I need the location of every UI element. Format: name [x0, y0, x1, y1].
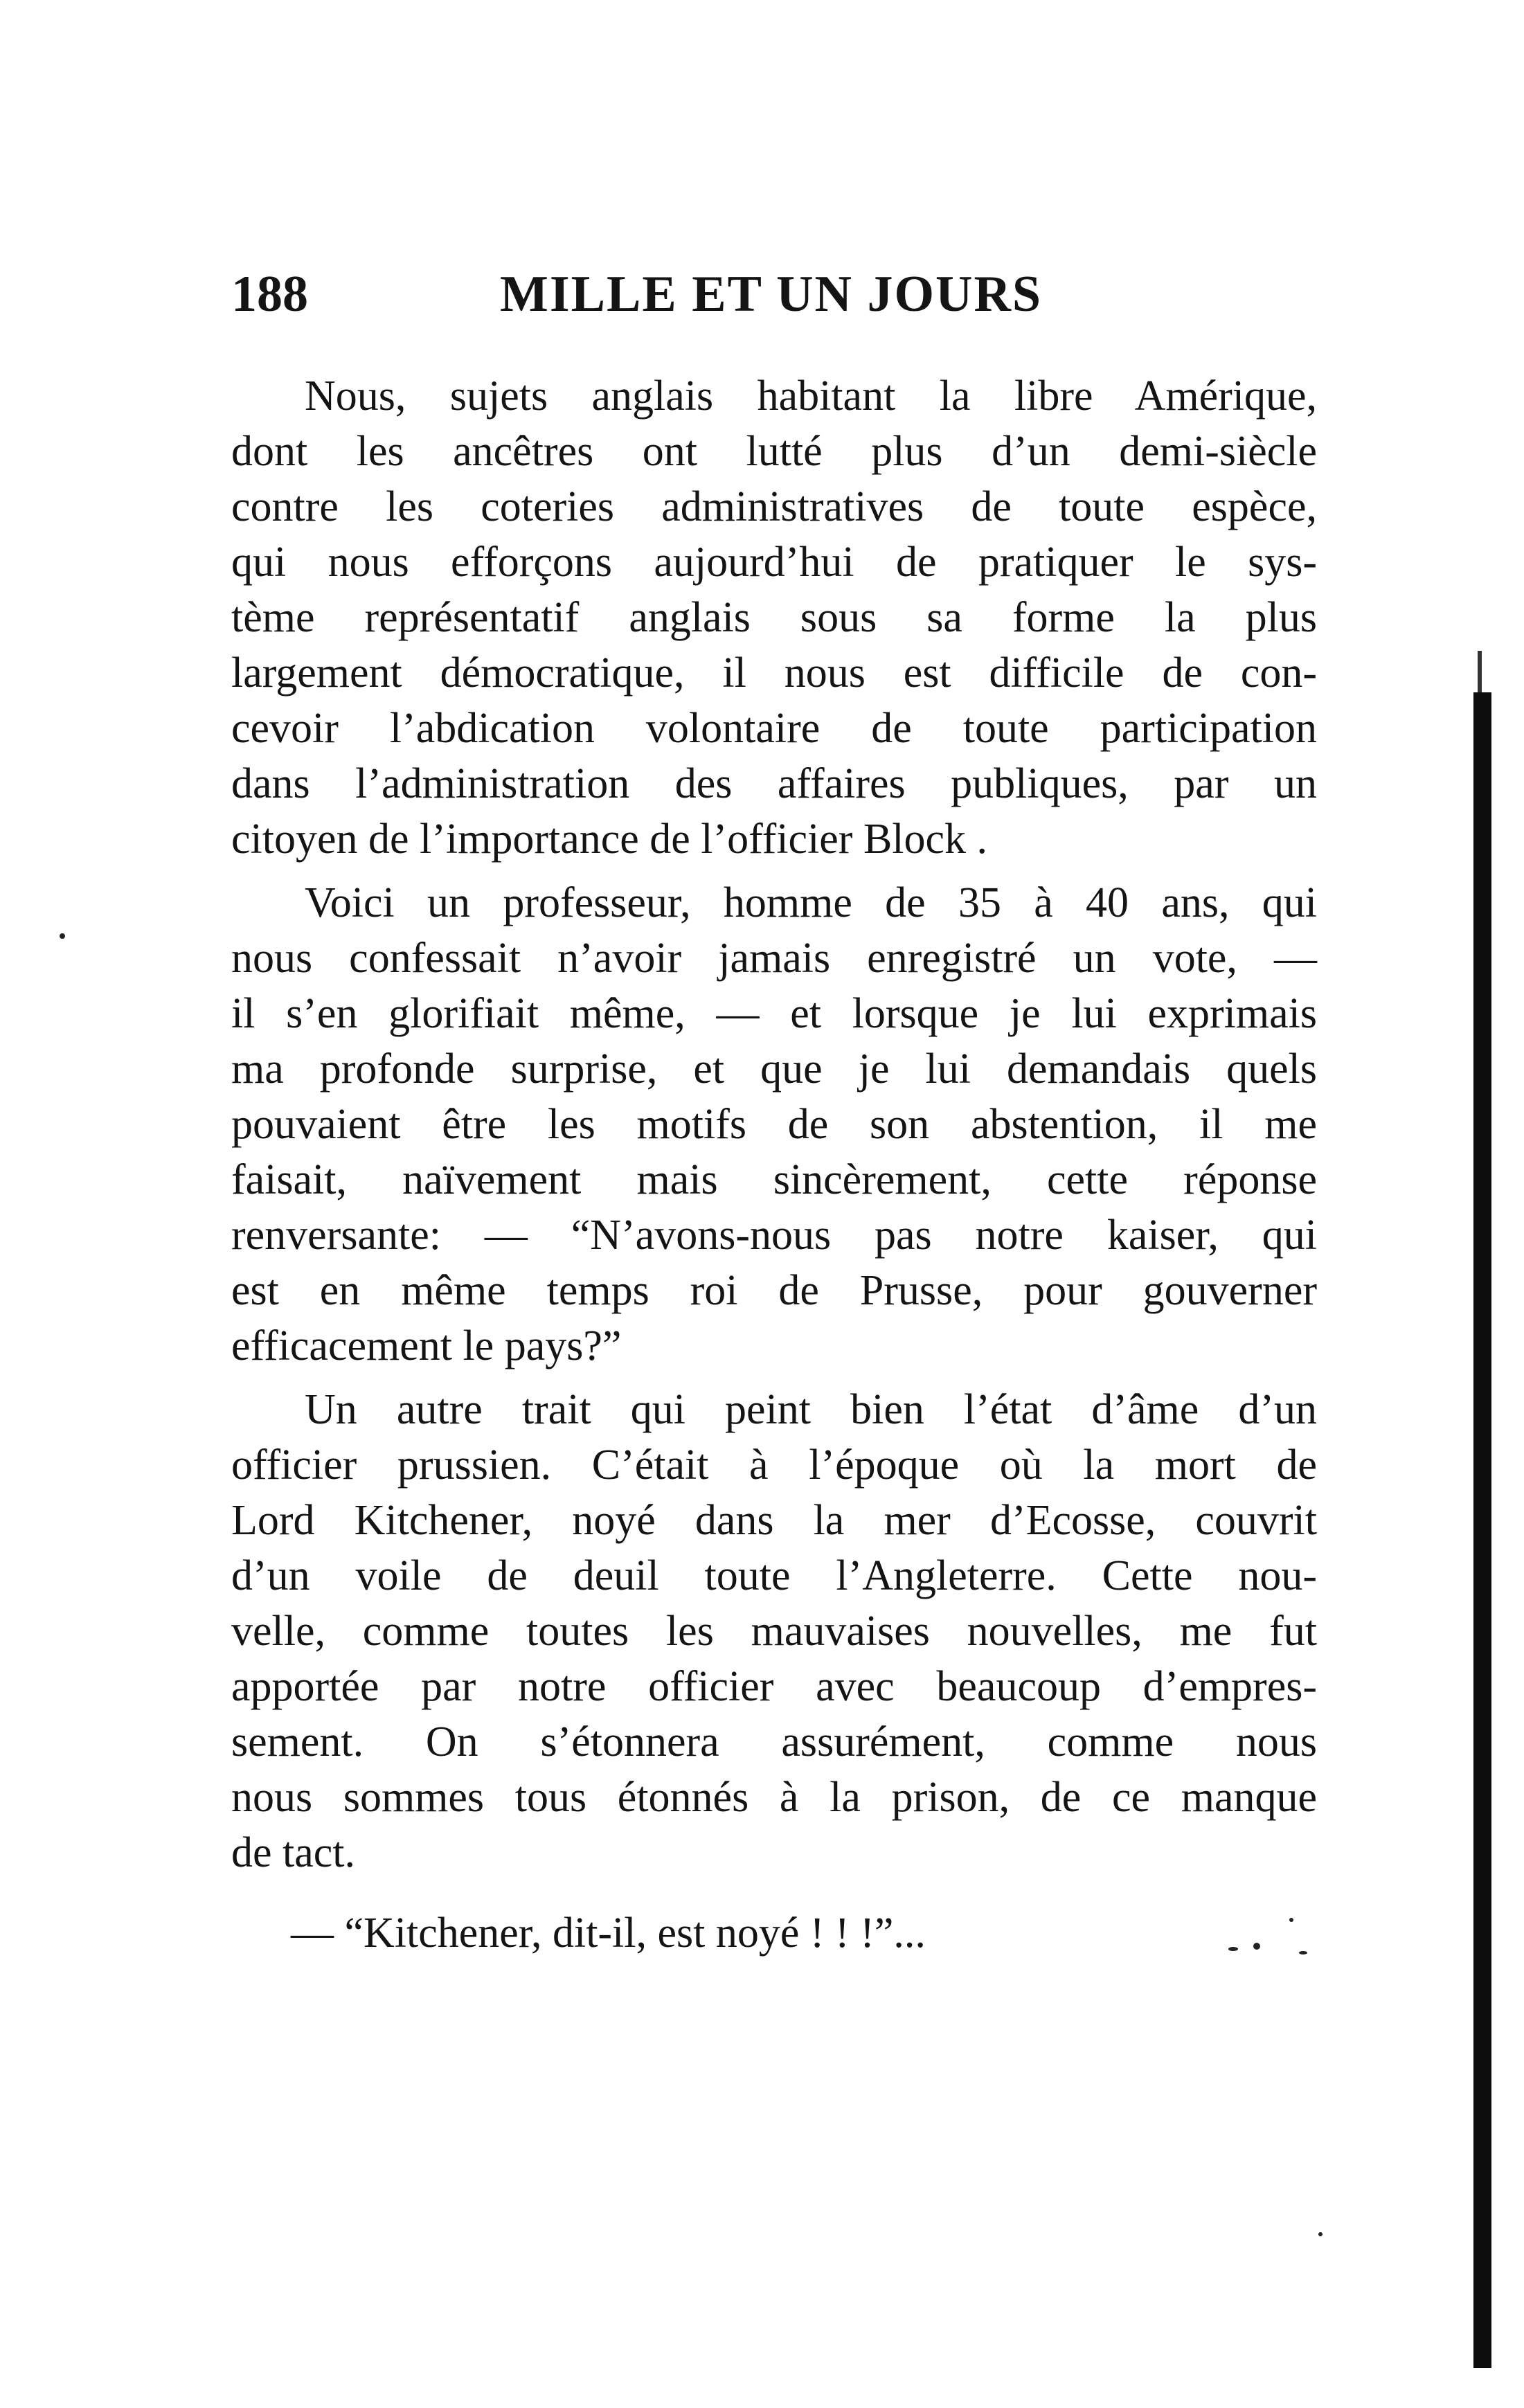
closing-quote-line: — “Kitchener, dit-il, est noyé ! ! !”... — [291, 1910, 926, 1957]
text-line: sement. On s’étonnera assurément, comme nous — [231, 1718, 1317, 1765]
text-line: Lord Kitchener, noyé dans la mer d’Ecosse, couvrit — [231, 1497, 1317, 1544]
text-line: faisait, naïvement mais sincèrement, cette réponse — [231, 1156, 1317, 1203]
text-line: Un autre trait qui peint bien l’état d’âme d’un — [305, 1386, 1317, 1433]
text-line: renversante: — “N’avons-nous pas notre kaiser, qui — [231, 1212, 1317, 1259]
page-header — [231, 263, 1059, 325]
scan-speck — [1299, 1951, 1307, 1955]
text-line: de tact. — [231, 1829, 356, 1876]
text-line: Voici un professeur, homme de 35 à 40 ans, qui — [305, 879, 1317, 926]
text-line: dont les ancêtres ont lutté plus d’un demi-siècle — [231, 428, 1317, 475]
page-number: 188 — [231, 266, 308, 323]
text-line: ma profonde surprise, et que je lui demandais quels — [231, 1045, 1317, 1093]
scan-speck — [1228, 1947, 1238, 1951]
text-line: tème représentatif anglais sous sa forme la plus — [231, 594, 1317, 641]
text-line: officier prussien. C’était à l’époque où la mort de — [231, 1441, 1317, 1489]
running-title: MILLE ET UN JOURS — [500, 266, 1043, 323]
scan-speck — [60, 933, 65, 939]
text-line: il s’en glorifiait même, — et lorsque je lui exprimais — [231, 990, 1317, 1037]
text-line: efficacement le pays?” — [231, 1322, 622, 1369]
text-line: contre les coteries administratives de toute espèce, — [231, 483, 1317, 530]
text-line: cevoir l’abdication volontaire de toute participation — [231, 705, 1317, 752]
text-line: d’un voile de deuil toute l’Angleterre. Cette nou- — [231, 1552, 1317, 1599]
scan-speck — [1318, 2232, 1323, 2236]
text-line: apportée par notre officier avec beaucoup d’empres- — [231, 1663, 1317, 1710]
text-line: qui nous efforçons aujourd’hui de pratiquer le sys- — [231, 539, 1317, 586]
text-line: citoyen de l’importance de l’officier Block . — [231, 816, 988, 863]
scan-speck — [1253, 1943, 1260, 1950]
text-line: pouvaient être les motifs de son abstention, il me — [231, 1101, 1317, 1148]
text-line: est en même temps roi de Prusse, pour gouverner — [231, 1267, 1317, 1314]
text-line: nous sommes tous étonnés à la prison, de ce manque — [231, 1774, 1317, 1821]
text-line: Nous, sujets anglais habitant la libre Amérique, — [305, 372, 1317, 420]
text-line: dans l’administration des affaires publiques, par un — [231, 760, 1317, 807]
text-line: velle, comme toutes les mauvaises nouvelles, me fut — [231, 1608, 1317, 1655]
text-line: largement démocratique, il nous est difficile de con- — [231, 649, 1317, 697]
scan-speck — [1289, 1918, 1293, 1922]
text-line: nous confessait n’avoir jamais enregistré un vote, — — [231, 935, 1317, 982]
scan-margin-shadow — [1473, 692, 1491, 2368]
